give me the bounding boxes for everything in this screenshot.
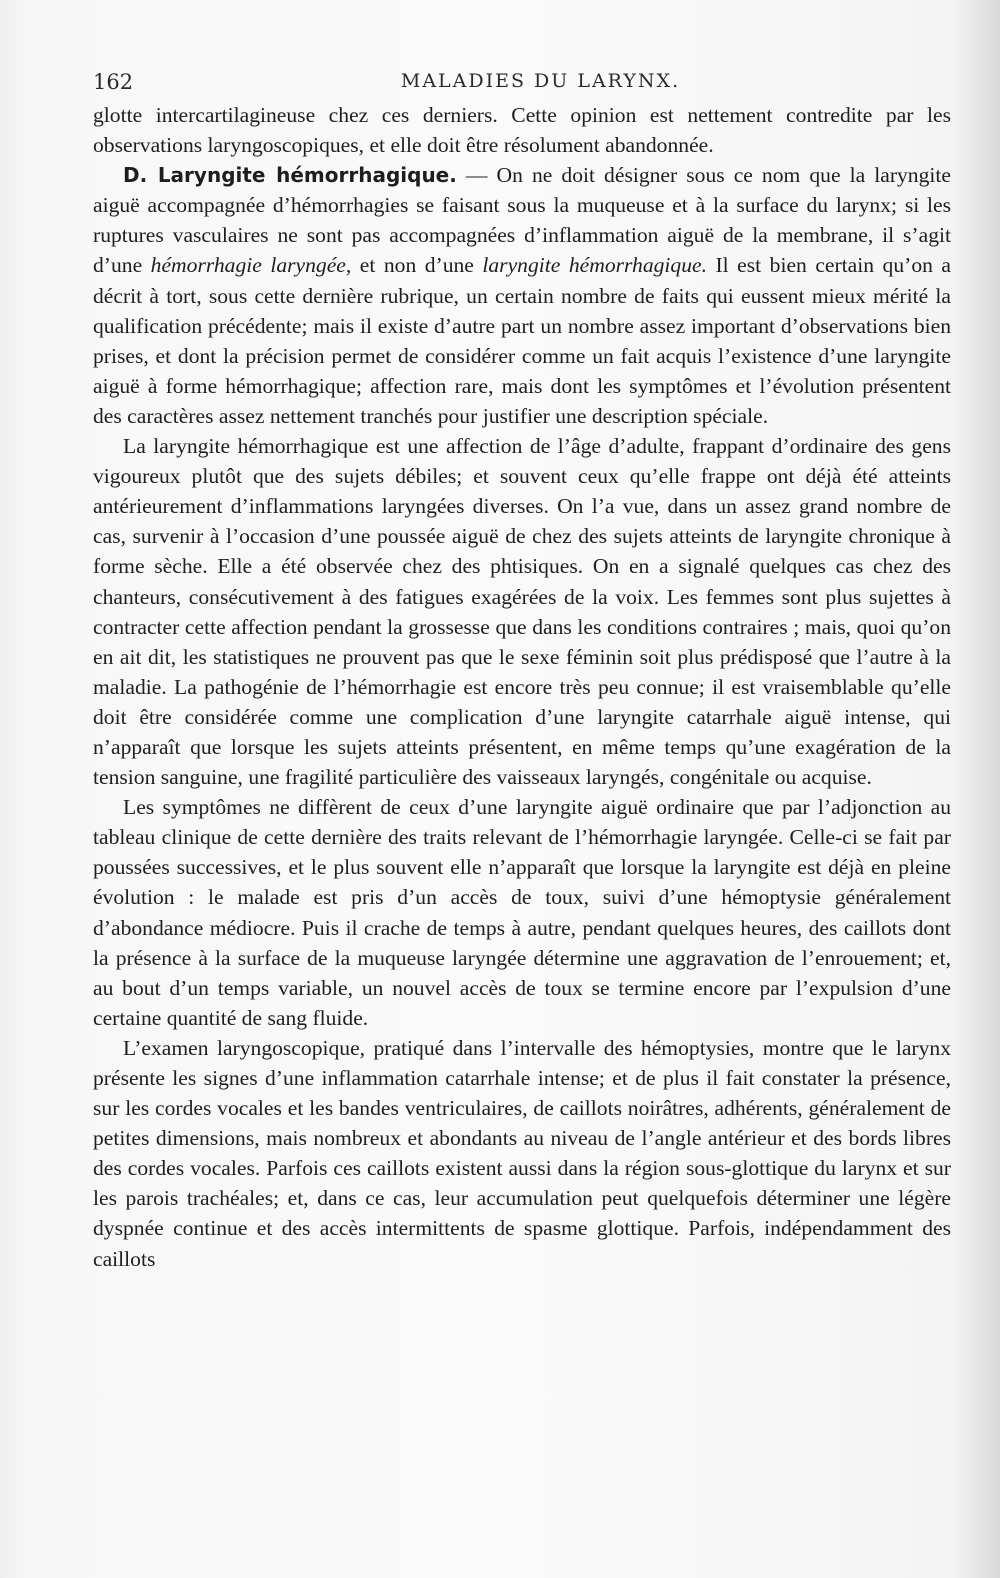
- page-header: [93, 70, 948, 98]
- italic-term: laryngite hémorrhagique.: [482, 253, 707, 278]
- paragraph-text: et non d’une: [351, 253, 483, 278]
- running-head: MALADIES DU LARYNX.: [400, 70, 681, 92]
- paragraph-text: La laryngite hémorrhagique est une affection de l’âge d’adulte, frappant d’ordinaire des gens vigoureux plutôt que des sujets débiles; et souvent ceux qu’elle frappe ont déjà été atteints antérieurement d’inflammations laryngées diverses. On l’a vue, dans un assez grand nombre de cas, survenir à l’occasion d’une poussée aiguë de chez des sujets atteints de laryngite chronique à forme sèche. Elle a été observée chez des phtisiques. On en a signalé quelques cas chez des chanteurs, consécutivement à des fatigues exagérées de la voix. Les femmes sont plus sujettes à contracter cette affection pendant la grossesse que dans les conditions contraires ; mais, quoi qu’on en ait dit, les statistiques ne prouvent pas que le sexe féminin soit plus prédisposé que l’autre à la maladie. La pathogénie de l’hémorrhagie est encore très peu connue; il est vraisemblable qu’elle doit être considérée comme une complication d’une laryngite catarrhale aiguë intense, qui n’apparaît que lorsque les sujets atteints présentent, en même temps qu’une exagération de la tension sanguine, une fragilité particulière des vaisseaux laryngés, congénitale ou acquise.: [93, 434, 951, 790]
- paragraph-symptoms: [93, 792, 951, 1033]
- body-text: [93, 100, 951, 1274]
- page-number: 162: [93, 70, 134, 94]
- section-paragraph-laryngite-hemorrhagique: [93, 160, 951, 431]
- paragraph-text: — On ne doit désigner sous ce nom que la laryngite aiguë accompagnée d’hémorrhagies se faisant sous la muqueuse et à la surface du larynx; si les ruptures vasculaires ne sont pas accompagnées d’inflammation aiguë de la membrane, il s’agit d’une: [93, 163, 951, 278]
- section-heading: D. Laryngite hémorrhagique.: [123, 163, 457, 188]
- paragraph-text: glotte intercartilagineuse chez ces derniers. Cette opinion est nettement contredite par les observations laryngoscopiques, et elle doit être résolument abandonnée.: [93, 103, 951, 158]
- paragraph-text: Les symptômes ne diffèrent de ceux d’une laryngite aiguë ordinaire que par l’adjonction au tableau clinique de cette dernière des traits relevant de l’hémorrhagie laryngée. Celle-ci se fait par poussées successives, et le plus souvent elle n’apparaît que lorsque la laryngite est déjà en pleine évolution : le malade est pris d’un accès de toux, suivi d’une hémoptysie généralement d’abondance médiocre. Puis il crache de temps à autre, pendant quelques heures, des caillots dont la présence à la surface de la muqueuse laryngée détermine une aggravation de l’enrouement; et, au bout d’un temps variable, un nouvel accès de toux se termine encore par l’expulsion d’une certaine quantité de sang fluide.: [93, 795, 951, 1030]
- italic-term: hémorrhagie laryngée,: [150, 253, 352, 278]
- paragraph-text: L’examen laryngoscopique, pratiqué dans l’intervalle des hémoptysies, montre que le larynx présente les signes d’une inflammation catarrhale intense; et de plus il fait constater la présence, sur les cordes vocales et les bandes ventriculaires, de caillots noirâtres, adhérents, généralement de petites dimensions, mais nombreux et abondants au niveau de l’angle antérieur et des bords libres des cordes vocales. Parfois ces caillots existent aussi dans la région sous-glottique du larynx et sur les parois trachéales; et, dans ce cas, leur accumulation peut quelquefois déterminer une légère dyspnée continue et des accès intermittents de spasme glottique. Parfois, indépendamment des caillots: [93, 1035, 951, 1271]
- paragraph-text: Il est bien certain qu’on a décrit à tort, sous cette dernière rubrique, un certain nombre de faits qui eussent mieux mérité la qualification précédente; mais il existe d’autre part un nombre assez important d’observations bien prises, et dont la précision permet de considérer comme un fait acquis l’existence d’une laryngite aiguë à forme hémorrhagique; affection rare, mais dont les symptômes et l’évolution présentent des caractères assez nettement tranchés pour justifier une description spéciale.: [93, 253, 952, 428]
- paragraph-etiology: [93, 431, 951, 792]
- paragraph-continuation: [93, 100, 951, 160]
- paragraph-laryngoscopy: [93, 1033, 951, 1274]
